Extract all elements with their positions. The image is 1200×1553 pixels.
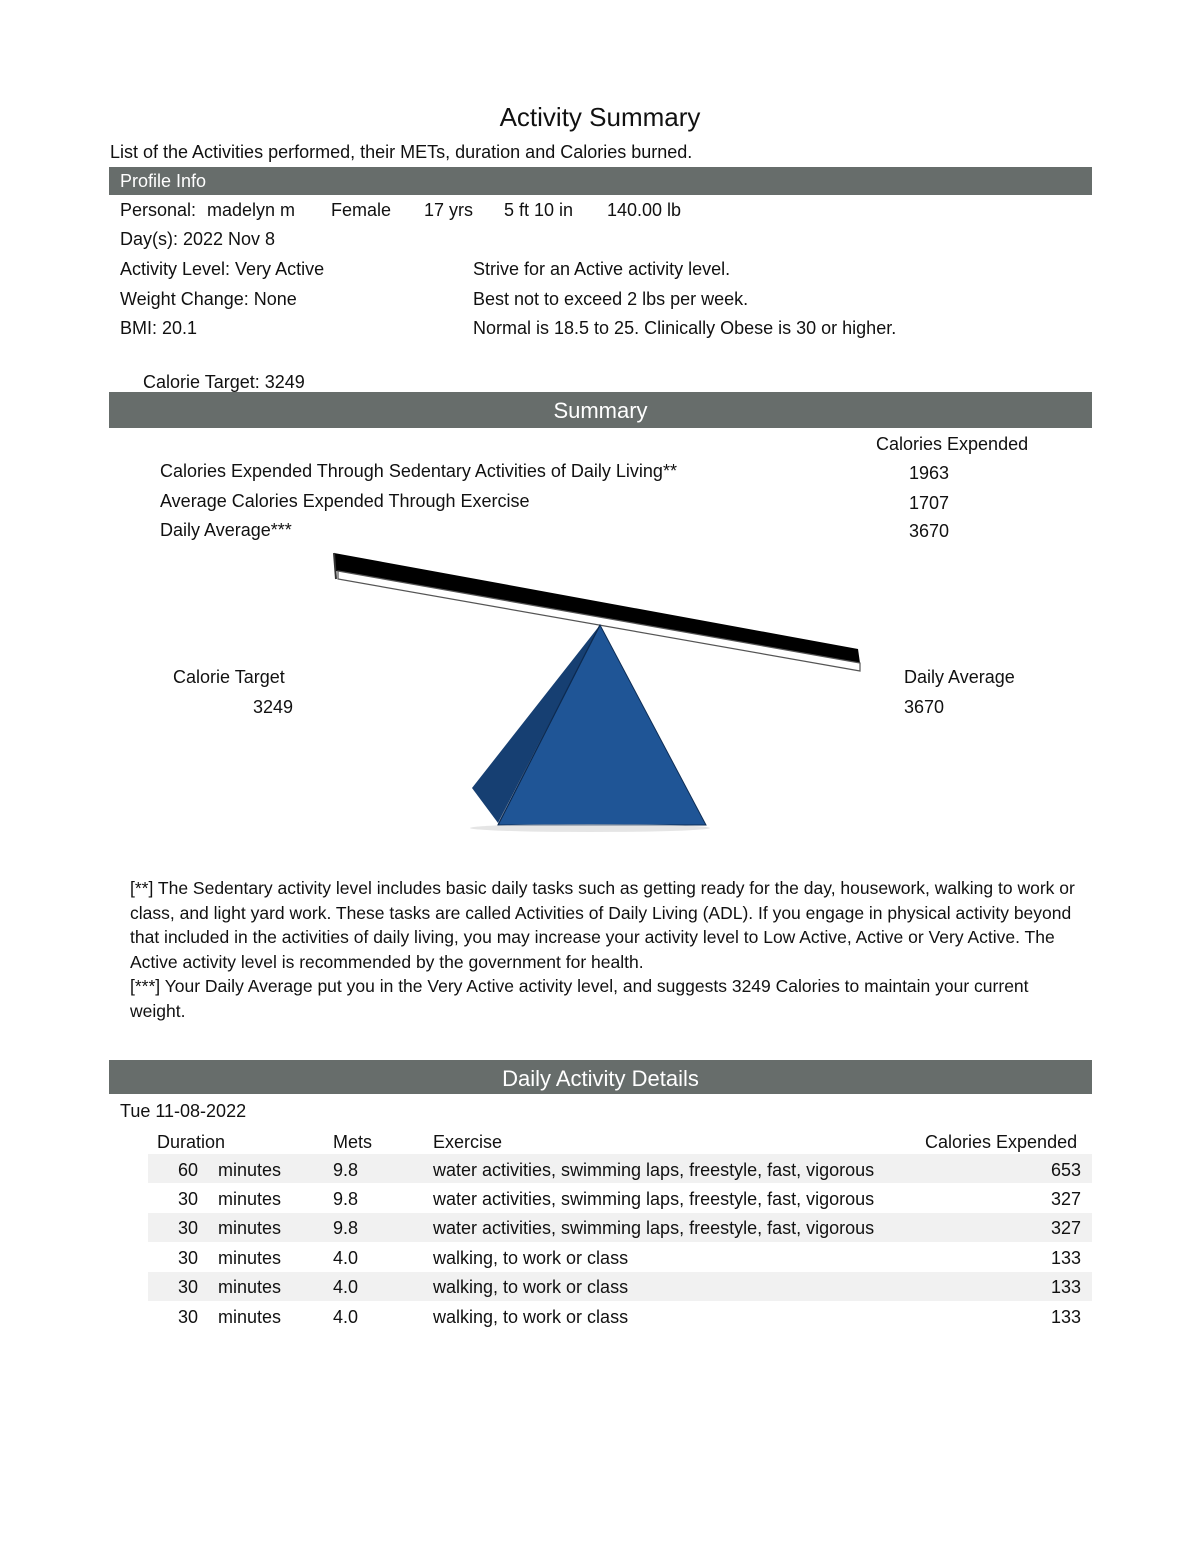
- weight-advice: Best not to exceed 2 lbs per week.: [473, 289, 749, 309]
- profile-age: 17 yrs: [424, 200, 474, 220]
- summary-row-label: Calories Expended Through Sedentary Activities of Daily Living**: [160, 461, 677, 481]
- profile-info-header: Profile Info: [109, 167, 1092, 195]
- footnotes: [130, 876, 1080, 1024]
- row-exercise: water activities, swimming laps, freestyle, fast, vigorous: [433, 1189, 875, 1209]
- row-mets: 4.0: [333, 1307, 359, 1327]
- page-title: Activity Summary: [499, 102, 701, 132]
- balance-left-label: Calorie Target: [173, 667, 285, 687]
- footnote-sedentary: [**] The Sedentary activity level includes basic daily tasks such as getting ready for the day, housework, walking to work or class, and light yard work. These tasks are called Activities of Daily Living (ADL). If you engage in physical activity beyond that included in the activities of daily living, you may increase your activity level to Low Active, Active or Very Active. The Active activity level is recommended by the government for health.: [130, 878, 1075, 972]
- profile-name: madelyn m: [207, 200, 296, 220]
- profile-height: 5 ft 10 in: [504, 200, 574, 220]
- row-unit: minutes: [218, 1307, 282, 1327]
- row-unit: minutes: [218, 1248, 282, 1268]
- bmi: BMI: 20.1: [120, 318, 198, 338]
- summary-row-value: 1707: [909, 493, 950, 513]
- summary-header: Summary: [109, 392, 1092, 428]
- page-subtitle: List of the Activities performed, their METs, duration and Calories burned.: [110, 142, 693, 162]
- profile-sex: Female: [331, 200, 392, 220]
- row-unit: minutes: [218, 1218, 282, 1238]
- balance-right-value: 3670: [904, 697, 945, 717]
- profile-days: Day(s): 2022 Nov 8: [120, 229, 276, 249]
- row-mets: 9.8: [333, 1218, 359, 1238]
- row-calories: 133: [1050, 1307, 1081, 1327]
- row-exercise: water activities, swimming laps, freestyle, fast, vigorous: [433, 1218, 875, 1238]
- summary-column-header: Calories Expended: [876, 434, 1029, 454]
- bmi-advice: Normal is 18.5 to 25. Clinically Obese is 30 or higher.: [473, 318, 897, 338]
- calorie-target: Calorie Target: 3249: [143, 372, 305, 392]
- row-unit: minutes: [218, 1189, 282, 1209]
- summary-row-value: 3670: [909, 521, 950, 541]
- row-duration: 30: [177, 1218, 198, 1238]
- activity-advice: Strive for an Active activity level.: [473, 259, 731, 279]
- column-calories: Calories Expended: [925, 1132, 1078, 1152]
- row-duration: 30: [177, 1189, 198, 1209]
- balance-left-value: 3249: [253, 697, 294, 717]
- details-date: Tue 11-08-2022: [120, 1101, 247, 1121]
- row-duration: 30: [177, 1277, 198, 1297]
- footnote-daily-average: [***] Your Daily Average put you in the Very Active activity level, and suggests 3249 Calories to maintain your current weight.: [130, 976, 1029, 1021]
- summary-row-value: 1963: [909, 463, 950, 483]
- column-exercise: Exercise: [433, 1132, 503, 1152]
- weight-change: Weight Change: None: [120, 289, 297, 309]
- row-mets: 4.0: [333, 1248, 359, 1268]
- row-mets: 9.8: [333, 1160, 359, 1180]
- row-duration: 30: [177, 1248, 198, 1268]
- row-exercise: water activities, swimming laps, freestyle, fast, vigorous: [433, 1160, 875, 1180]
- row-exercise: walking, to work or class: [433, 1277, 629, 1297]
- row-unit: minutes: [218, 1277, 282, 1297]
- activity-level: Activity Level: Very Active: [120, 259, 325, 279]
- personal-label: Personal:: [120, 200, 197, 220]
- details-header: Daily Activity Details: [109, 1060, 1092, 1094]
- row-calories: 327: [1050, 1189, 1081, 1209]
- summary-row-label: Daily Average***: [160, 520, 292, 540]
- profile-weight: 140.00 lb: [607, 200, 682, 220]
- row-calories: 133: [1050, 1277, 1081, 1297]
- row-exercise: walking, to work or class: [433, 1248, 629, 1268]
- row-calories: 327: [1050, 1218, 1081, 1238]
- row-duration: 30: [177, 1307, 198, 1327]
- row-exercise: walking, to work or class: [433, 1307, 629, 1327]
- column-mets: Mets: [333, 1132, 373, 1152]
- row-calories: 653: [1050, 1160, 1081, 1180]
- column-duration: Duration: [157, 1132, 226, 1152]
- row-mets: 4.0: [333, 1277, 359, 1297]
- balance-right-label: Daily Average: [904, 667, 1015, 687]
- balance-scale-graphic: [320, 545, 880, 840]
- row-unit: minutes: [218, 1160, 282, 1180]
- row-calories: 133: [1050, 1248, 1081, 1268]
- row-duration: 60: [177, 1160, 198, 1180]
- row-mets: 9.8: [333, 1189, 359, 1209]
- summary-row-label: Average Calories Expended Through Exercise: [160, 491, 530, 511]
